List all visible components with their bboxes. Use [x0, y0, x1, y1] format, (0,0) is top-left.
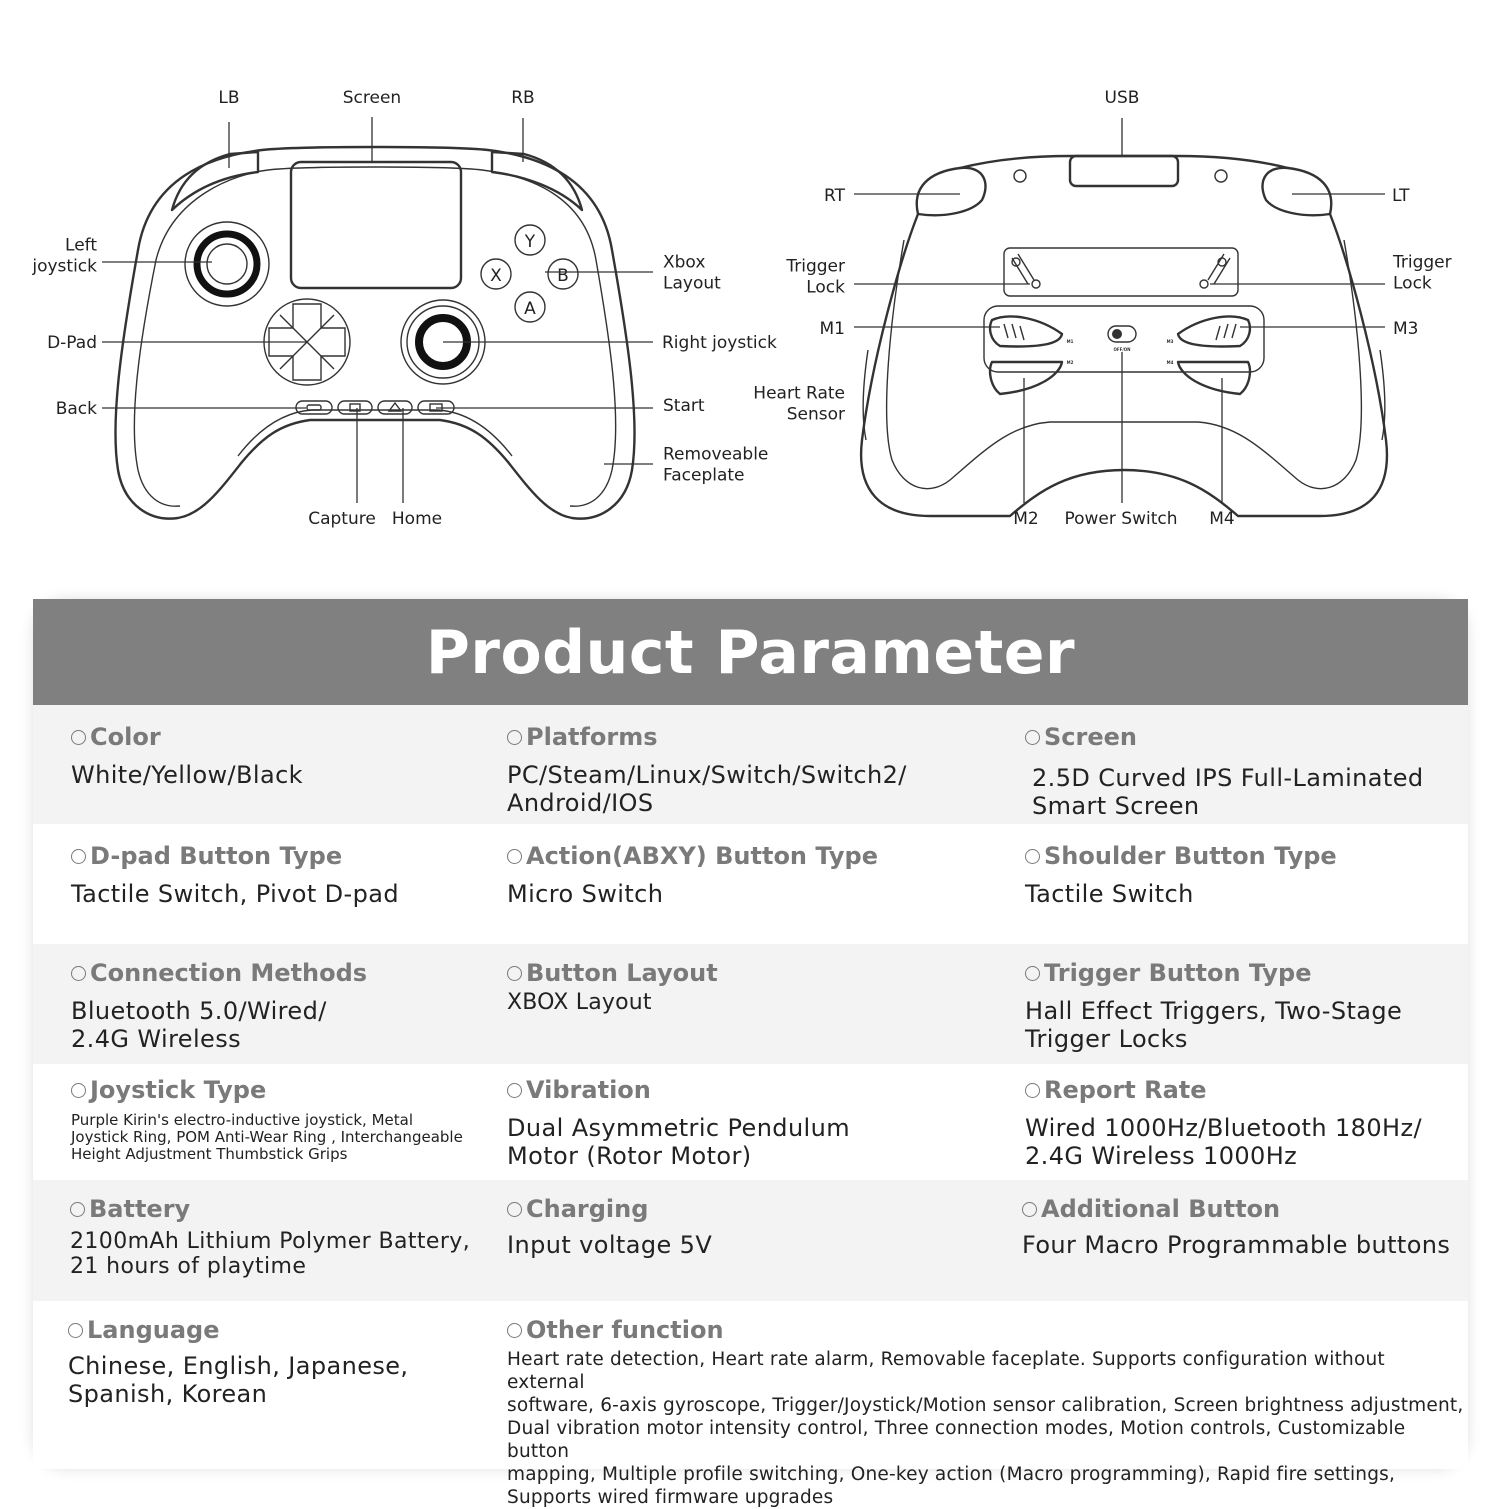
param-title: Platforms	[526, 723, 658, 751]
param-title: Connection Methods	[90, 959, 368, 987]
param-title: Shoulder Button Type	[1044, 842, 1337, 870]
label-trigger-lock-left: Trigger Lock	[786, 256, 845, 298]
param-row	[33, 1064, 1468, 1180]
back-top-rail	[960, 156, 1288, 168]
param-value: Four Macro Programmable buttons	[1022, 1231, 1451, 1259]
param-battery	[70, 1197, 470, 1279]
param-dpad-type	[71, 844, 399, 908]
function-buttons	[296, 401, 454, 414]
param-value: Micro Switch	[507, 880, 664, 908]
panel-title: Product Parameter	[33, 599, 1468, 705]
bullet-circle-icon	[507, 1083, 522, 1098]
param-other-function	[507, 1318, 1468, 1509]
param-vibration	[507, 1078, 850, 1170]
product-parameter-panel	[33, 599, 1468, 1508]
label-heart-rate-sensor: Heart Rate Sensor	[753, 383, 845, 425]
bullet-circle-icon	[507, 1323, 522, 1338]
param-joystick-type	[71, 1078, 463, 1163]
label-left-joystick: Left joystick	[32, 235, 97, 277]
bullet-circle-icon	[507, 1202, 522, 1217]
param-title: Vibration	[526, 1076, 651, 1104]
param-screen	[1025, 725, 1424, 820]
param-title: Joystick Type	[90, 1076, 267, 1104]
param-title: Language	[87, 1316, 220, 1344]
label-m2: M2	[1013, 509, 1039, 529]
param-action-type	[507, 844, 878, 908]
param-row	[33, 705, 1468, 824]
label-power-switch: Power Switch	[1064, 509, 1178, 529]
m2-paddle	[990, 362, 1062, 394]
label-screen: Screen	[342, 88, 402, 108]
param-shoulder-type	[1025, 844, 1337, 908]
param-value: Tactile Switch	[1025, 880, 1194, 908]
m1-paddle	[990, 316, 1062, 346]
param-value: White/Yellow/Black	[71, 761, 303, 789]
bullet-circle-icon	[507, 730, 522, 745]
param-row	[33, 824, 1468, 944]
param-value: Tactile Switch, Pivot D-pad	[71, 880, 399, 908]
mini-label-off-on: OFF/ON	[1113, 347, 1131, 352]
back-view-controller	[854, 118, 1387, 516]
label-rb: RB	[511, 88, 535, 108]
a-button-label: A	[524, 299, 536, 319]
screen	[291, 162, 461, 288]
param-language	[68, 1318, 408, 1408]
param-title: D-pad Button Type	[90, 842, 343, 870]
bullet-circle-icon	[1022, 1202, 1037, 1217]
front-body-outline	[115, 147, 634, 519]
bullet-circle-icon	[507, 849, 522, 864]
label-capture: Capture	[308, 509, 376, 529]
param-value: XBOX Layout	[507, 990, 652, 1015]
bullet-circle-icon	[71, 730, 86, 745]
bullet-circle-icon	[71, 966, 86, 981]
bullet-circle-icon	[1025, 966, 1040, 981]
bullet-circle-icon	[68, 1323, 83, 1338]
param-value: 2.5D Curved IPS Full-Laminated Smart Screen	[1032, 764, 1424, 820]
param-row	[33, 1301, 1468, 1508]
front-view-controller	[102, 117, 653, 519]
label-lt: LT	[1392, 186, 1410, 206]
left-joystick	[185, 222, 269, 306]
param-value: Chinese, English, Japanese, Spanish, Korean	[68, 1352, 409, 1408]
heart-rate-sensor	[863, 350, 868, 440]
param-value: PC/Steam/Linux/Switch/Switch2/ Android/IOS	[507, 761, 907, 817]
param-title: Action(ABXY) Button Type	[526, 842, 878, 870]
param-value: Bluetooth 5.0/Wired/ 2.4G Wireless	[71, 997, 327, 1053]
param-value: Heart rate detection, Heart rate alarm, Removable faceplate. Supports configuration without external software, 6-axis gyroscope, Trigger/Joystick/Motion sensor calibration, Screen brightness adjustment, Dual vibration motor intensity control, Three connection modes, Motion controls, Customizable button mapping, Multiple profile switching, One-key action (Macro programming), Rapid fire settings, Supports wired firmware upgrades	[507, 1349, 1464, 1508]
lt-trigger	[1262, 168, 1331, 215]
mini-label-m3: M3	[1166, 339, 1174, 344]
mini-label-m1: M1	[1066, 339, 1074, 344]
label-m1: M1	[819, 319, 845, 339]
param-title: Additional Button	[1041, 1195, 1281, 1223]
param-title: Other function	[526, 1316, 724, 1344]
label-m3: M3	[1393, 319, 1419, 339]
bullet-circle-icon	[507, 966, 522, 981]
rt-trigger	[917, 168, 986, 215]
param-platforms	[507, 725, 907, 817]
abxy-buttons	[481, 225, 578, 322]
param-title: Trigger Button Type	[1044, 959, 1312, 987]
param-title: Charging	[526, 1195, 649, 1223]
mini-label-m4: M4	[1166, 360, 1174, 365]
param-color	[71, 725, 303, 789]
label-xbox-layout: Xbox Layout	[663, 252, 721, 294]
bullet-circle-icon	[71, 849, 86, 864]
bullet-circle-icon	[1025, 849, 1040, 864]
bullet-circle-icon	[1025, 730, 1040, 745]
y-button-label: Y	[524, 232, 536, 252]
m4-paddle	[1178, 362, 1250, 394]
param-charging	[507, 1197, 712, 1259]
b-button-label: B	[557, 266, 569, 286]
label-removeable-faceplate: Removeable Faceplate	[663, 444, 769, 486]
label-dpad: D-Pad	[47, 333, 97, 353]
bullet-circle-icon	[1025, 1083, 1040, 1098]
label-home: Home	[391, 509, 443, 529]
mini-label-m2: M2	[1066, 360, 1074, 365]
param-title: Button Layout	[526, 959, 718, 987]
param-title: Color	[90, 723, 161, 751]
param-button-layout	[507, 961, 718, 1014]
param-title: Screen	[1044, 723, 1137, 751]
label-m4: M4	[1209, 509, 1235, 529]
back-body-outline	[861, 214, 1387, 516]
param-row	[33, 1180, 1468, 1301]
param-connection	[71, 961, 367, 1053]
label-lb: LB	[218, 88, 240, 108]
label-trigger-lock-right: Trigger Lock	[1393, 252, 1452, 294]
param-value: Dual Asymmetric Pendulum Motor (Rotor Motor)	[507, 1114, 851, 1170]
label-start: Start	[663, 396, 705, 416]
param-value: Wired 1000Hz/Bluetooth 180Hz/ 2.4G Wireless 1000Hz	[1025, 1114, 1422, 1170]
param-trigger-type	[1025, 961, 1402, 1053]
controller-diagram	[0, 0, 1500, 590]
label-rt: RT	[824, 186, 845, 206]
trigger-lock-plate	[1004, 248, 1238, 296]
x-button-label: X	[490, 266, 502, 286]
label-usb: USB	[1104, 88, 1140, 108]
m3-paddle	[1178, 316, 1250, 346]
param-title: Report Rate	[1044, 1076, 1207, 1104]
usb-port	[1070, 156, 1178, 186]
param-title: Battery	[89, 1195, 191, 1223]
param-value: Input voltage 5V	[507, 1231, 713, 1259]
param-value: 2100mAh Lithium Polymer Battery, 21 hours of playtime	[70, 1229, 471, 1279]
param-row	[33, 944, 1468, 1064]
param-additional-button	[1022, 1197, 1450, 1259]
param-value: Hall Effect Triggers, Two-Stage Trigger Locks	[1025, 997, 1403, 1053]
param-value: Purple Kirin's electro-inductive joystick, Metal Joystick Ring, POM Anti-Wear Ring , Interchangeable Height Adjustment Thumbstick Grips	[71, 1111, 463, 1163]
label-back: Back	[55, 399, 97, 419]
label-right-joystick: Right joystick	[662, 333, 777, 353]
param-report-rate	[1025, 1078, 1422, 1170]
bullet-circle-icon	[71, 1083, 86, 1098]
bullet-circle-icon	[70, 1202, 85, 1217]
